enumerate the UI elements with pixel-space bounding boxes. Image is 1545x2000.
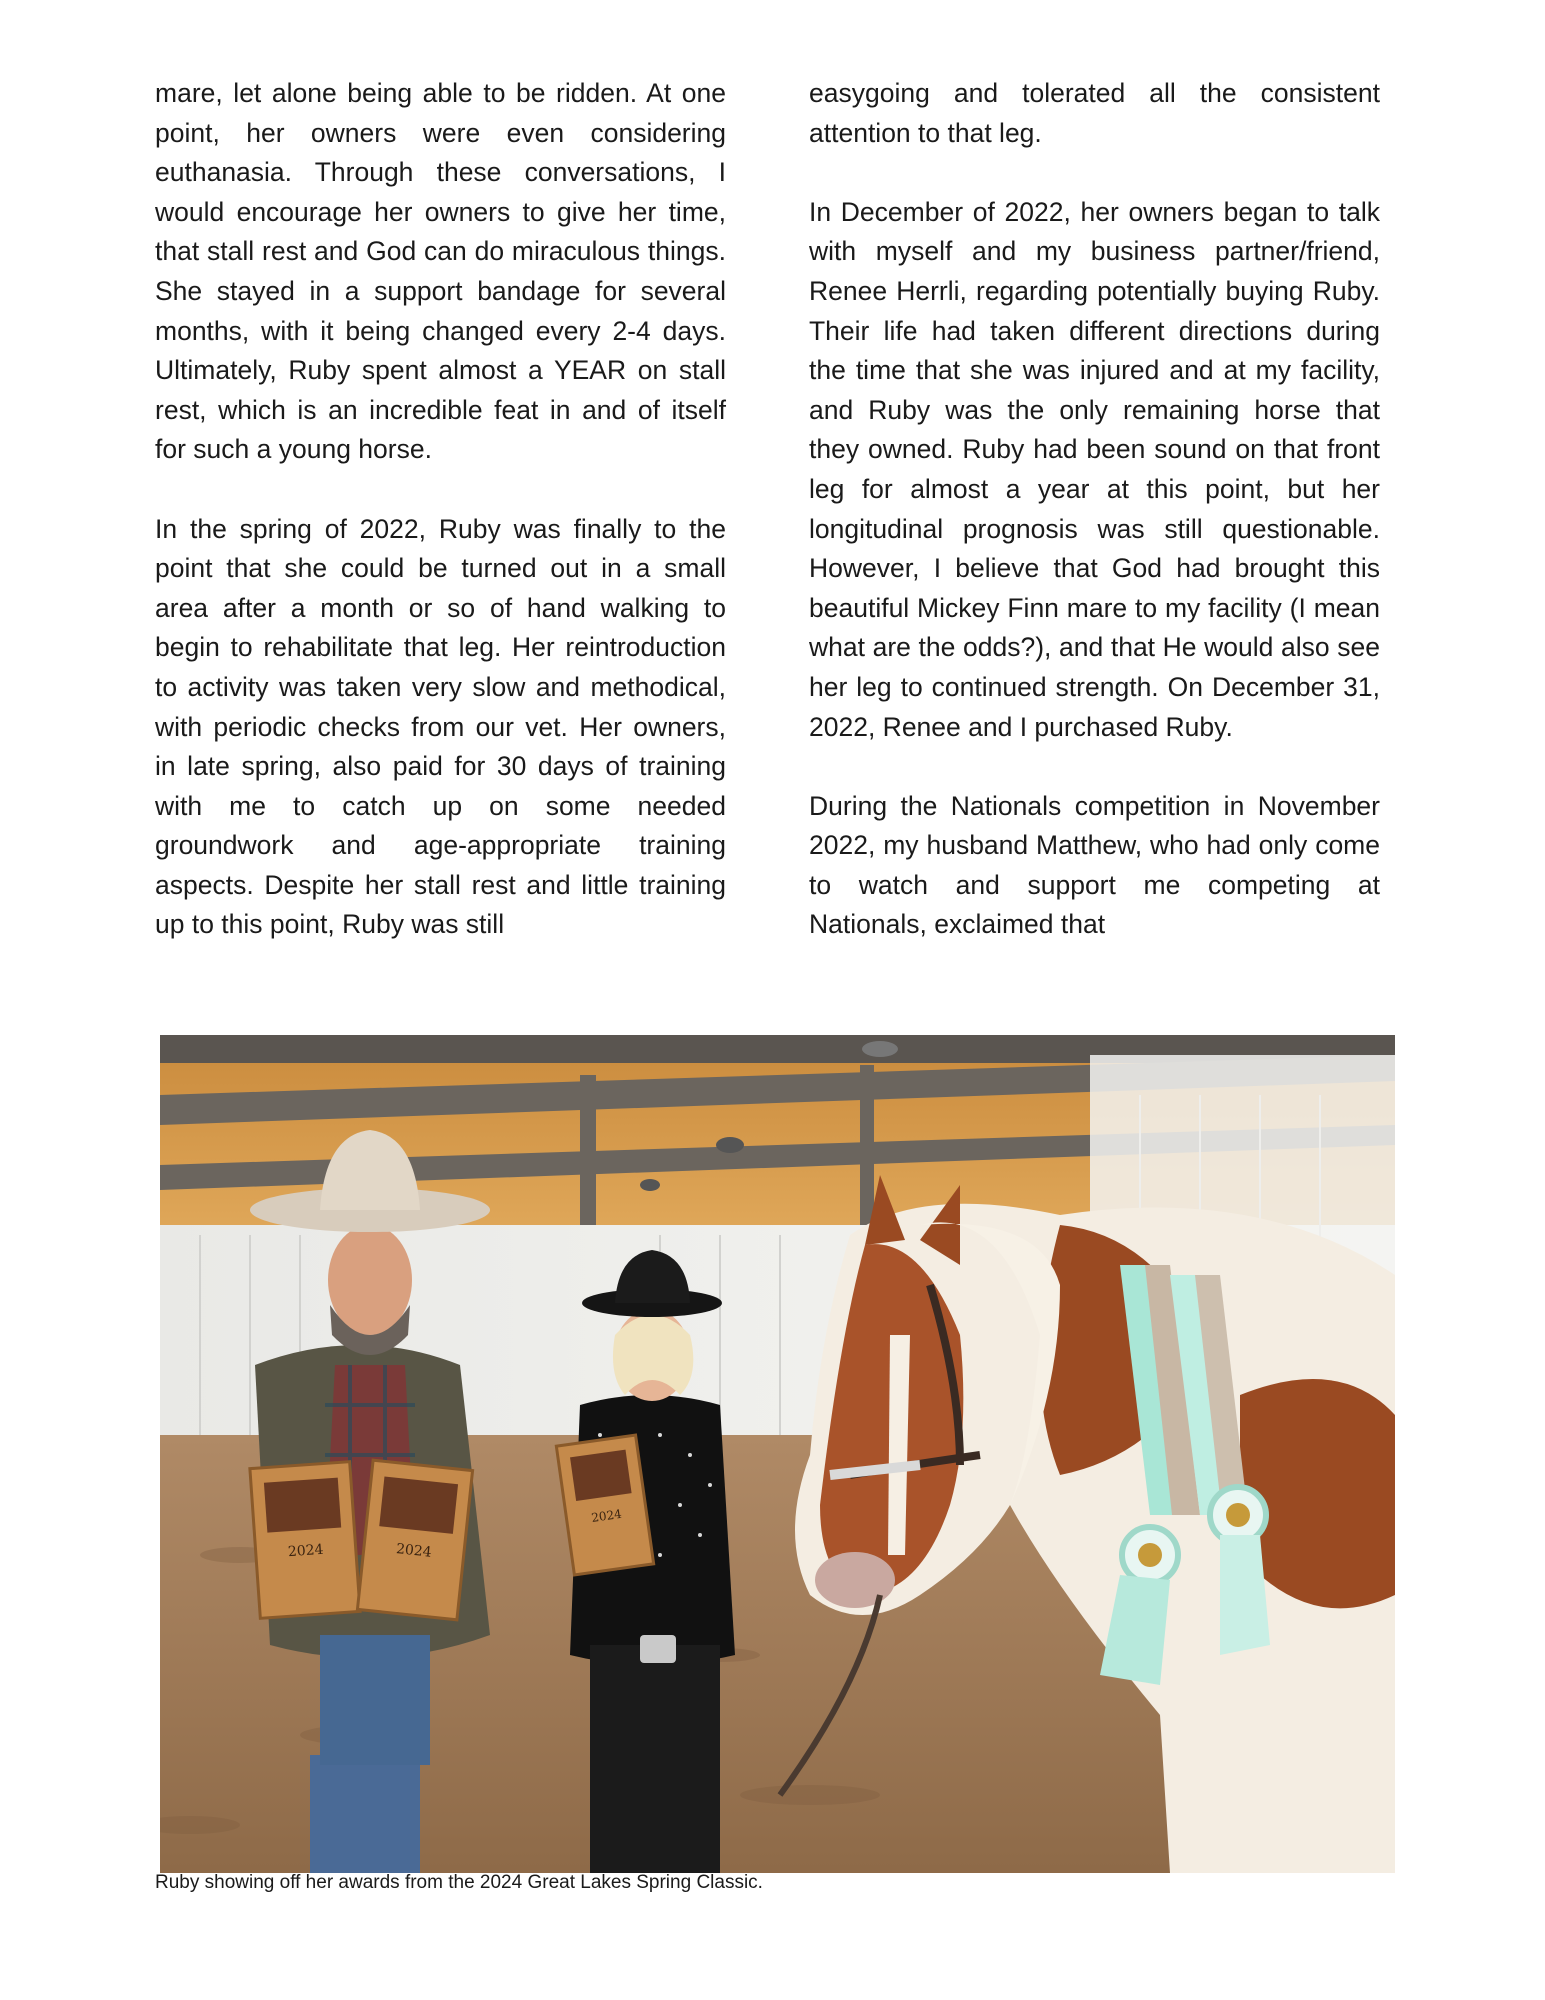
plaque-year: 2024	[395, 1541, 433, 1561]
paragraph: In December of 2022, her owners began to talk with myself and my business partner/friend, Renee Herrli, regarding potentially buying Ruby. Their life had taken different directions during the time that she was injured and at my facility, and Ruby was the only remaining horse that they owned. Ruby had been sound on that front leg for almost a year at this point, but her longitudinal prognosis was still questionable. However, I believe that God had brought this beautiful Mickey Finn mare to my facility (I mean what are the odds?), and that He would also see her leg to continued strength. On December 31, 2022, Renee and I purchased Ruby.	[809, 196, 1380, 742]
paragraph: easygoing and tolerated all the consistent attention to that leg.	[809, 78, 1380, 148]
paragraph: mare, let alone being able to be ridden. At one point, her owners were even considering euthanasia. Through these conversations, I would encourage her owners to give her time, that stall rest and God can do miraculous things. She stayed in a support bandage for several months, with it being changed every 2-4 days. Ultimately, Ruby spent almost a YEAR on stall rest, which is an incredible feat in and of itself for such a young horse.	[155, 78, 726, 465]
award-photo	[160, 1035, 1395, 1873]
photo-illustration	[160, 1035, 1395, 1873]
photo-caption: Ruby showing off her awards from the 2024 Great Lakes Spring Classic.	[155, 1872, 763, 1893]
paragraph: In the spring of 2022, Ruby was finally to the point that she could be turned out in a small area after a month or so of hand walking to begin to rehabilitate that leg. Her reintroduction to activity was taken very slow and methodical, with periodic checks from our vet. Her owners, in late spring, also paid for 30 days of training with me to catch up on some needed groundwork and age-appropriate training aspects. Despite her stall rest and little training up to this point, Ruby was still	[155, 513, 726, 940]
paragraph: During the Nationals competition in November 2022, my husband Matthew, who had only come to watch and support me competing at Nationals, exclaimed that	[809, 790, 1380, 940]
left-text-column	[155, 74, 726, 985]
plaque-year: 2024	[590, 1506, 623, 1525]
plaque-year: 2024	[287, 1541, 325, 1561]
right-text-column	[809, 74, 1380, 985]
